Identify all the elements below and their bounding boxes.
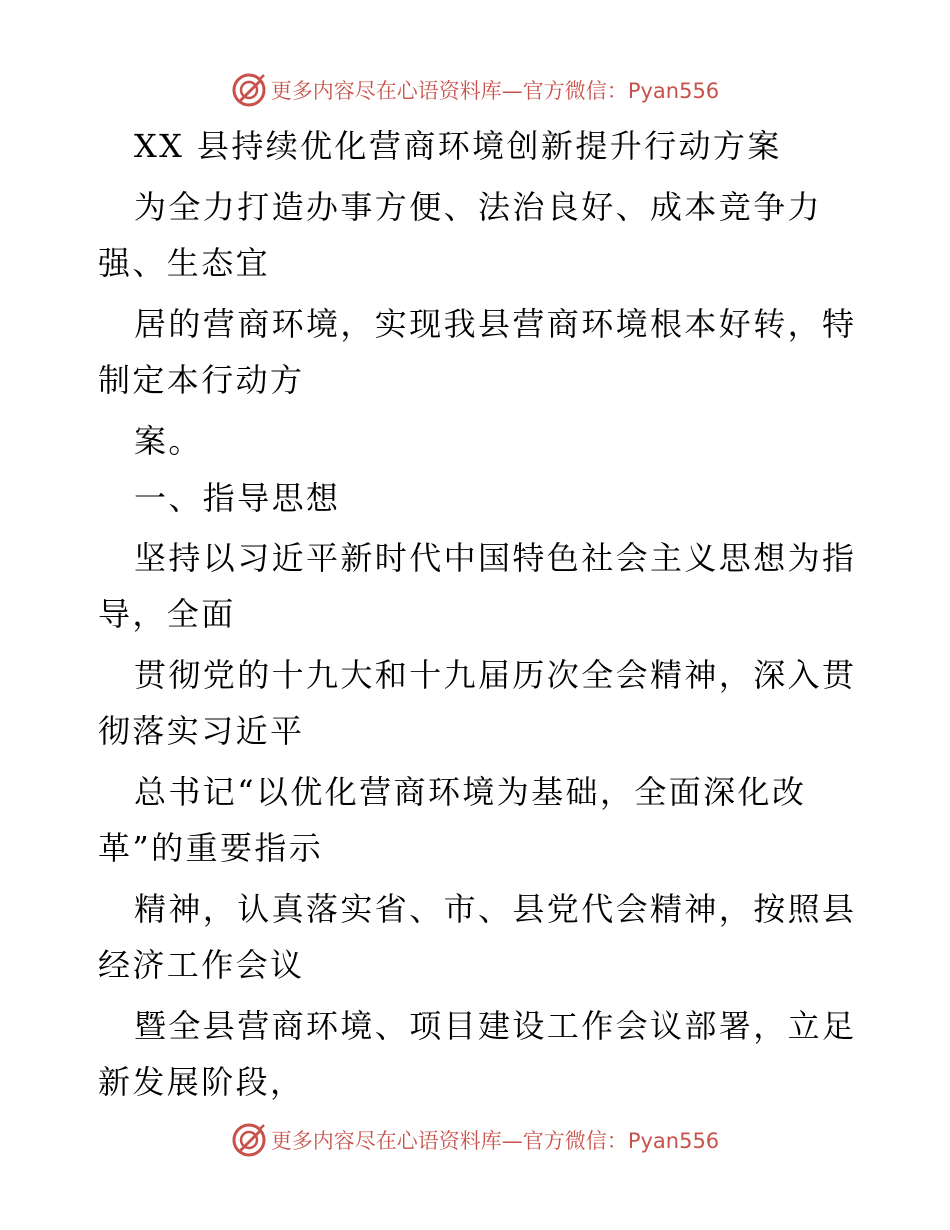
paragraph-line: 案。 xyxy=(134,422,203,460)
paragraph-line: 坚持以习近平新时代中国特色社会主义思想为指 xyxy=(134,539,857,577)
paragraph-line: 彻落实习近平 xyxy=(98,712,305,750)
footer-banner-id: Pyan556 xyxy=(627,1129,720,1153)
paragraph-line: 总书记“以优化营商环境为基础，全面深化改 xyxy=(134,773,807,811)
paragraph-line: 贯彻党的十九大和十九届历次全会精神，深入贯 xyxy=(134,656,857,694)
paragraph-line: 经济工作会议 xyxy=(98,946,305,984)
paragraph-line: 强、生态宜 xyxy=(98,244,271,282)
paragraph-line: 暨全县营商环境、项目建设工作会议部署，立足 xyxy=(134,1007,857,1045)
paragraph-line: 革”的重要指示 xyxy=(98,829,324,867)
footer-banner-text: 更多内容尽在心语资料库—官方微信： xyxy=(270,1129,628,1153)
footer-banner xyxy=(0,1118,950,1162)
paragraph-line: 导，全面 xyxy=(98,595,236,633)
paragraph-line: 精神，认真落实省、市、县党代会精神，按照县 xyxy=(134,890,857,928)
section-heading: 一、指导思想 xyxy=(134,479,341,517)
paragraph-line: 制定本行动方 xyxy=(98,361,305,399)
brand-logo-icon xyxy=(231,1122,267,1158)
header-banner-id: Pyan556 xyxy=(627,79,720,103)
paragraph-line: 为全力打造办事方便、法治良好、成本竞争力 xyxy=(134,188,823,226)
header-banner-text: 更多内容尽在心语资料库—官方微信： xyxy=(270,79,628,103)
paragraph-line: 新发展阶段， xyxy=(98,1063,305,1101)
header-banner xyxy=(0,68,950,112)
document-title: XX 县持续优化营商环境创新提升行动方案 xyxy=(134,127,782,165)
brand-logo-icon xyxy=(231,72,267,108)
paragraph-line: 居的营商环境，实现我县营商环境根本好转，特 xyxy=(134,305,857,343)
